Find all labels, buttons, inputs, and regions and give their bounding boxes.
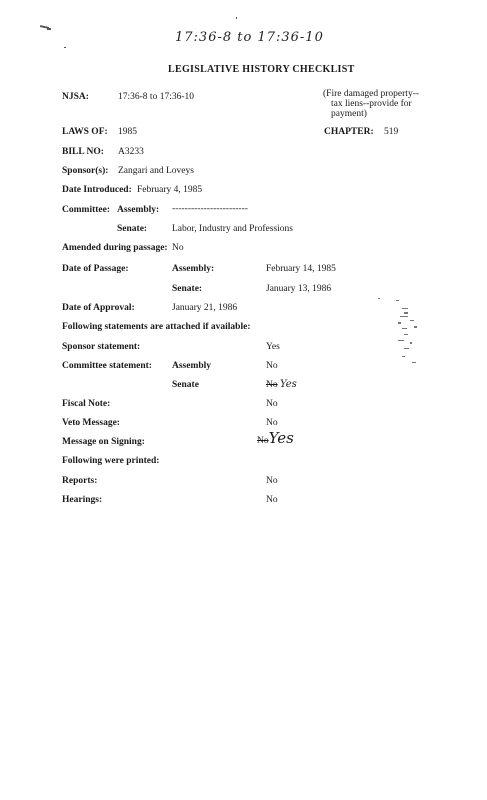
veto-message-value: No <box>266 418 278 428</box>
statements-heading: Following statements are attached if available: <box>62 322 251 332</box>
passage-assembly-label: Assembly: <box>172 264 215 274</box>
reports-value: No <box>266 476 278 486</box>
stray-dot <box>64 47 66 48</box>
date-of-passage-label: Date of Passage: <box>62 264 129 274</box>
fiscal-note-value: No <box>266 399 278 409</box>
committee-senate-value: Labor, Industry and Professions <box>172 224 293 234</box>
faint-stamp-mark <box>374 296 424 376</box>
committee-assembly-value: ------------------------ <box>172 204 248 214</box>
struck-value: No <box>257 436 269 446</box>
hearings-label: Hearings: <box>62 495 103 505</box>
handwritten-value: Yes <box>268 429 294 447</box>
njsa-value: 17:36-8 to 17:36-10 <box>118 92 194 102</box>
laws-of-label: LAWS OF: <box>62 127 108 137</box>
veto-message-label: Veto Message: <box>62 418 120 428</box>
note-line-3: payment) <box>331 109 367 119</box>
amended-label: Amended during passage: <box>62 243 168 253</box>
bill-no-value: A3233 <box>118 147 144 157</box>
committee-statement-assembly-label: Assembly <box>172 361 212 371</box>
passage-assembly-value: February 14, 1985 <box>266 264 336 274</box>
passage-senate-value: January 13, 1986 <box>266 284 332 294</box>
sponsor-statement-value: Yes <box>266 342 280 352</box>
date-introduced-value: February 4, 1985 <box>137 185 203 195</box>
message-on-signing-value <box>257 429 294 447</box>
handwritten-value: Yes <box>280 379 297 390</box>
hearings-value: No <box>266 495 278 505</box>
committee-statement-senate-label: Senate <box>172 380 199 390</box>
sponsors-value: Zangari and Loveys <box>118 166 194 176</box>
sponsor-statement-label: Sponsor statement: <box>62 342 141 352</box>
njsa-label: NJSA: <box>62 92 89 102</box>
stray-mark <box>47 28 51 30</box>
page-title: LEGISLATIVE HISTORY CHECKLIST <box>168 64 355 75</box>
bill-no-label: BILL NO: <box>62 147 104 157</box>
fiscal-note-label: Fiscal Note: <box>62 399 111 409</box>
chapter-value: 519 <box>384 127 399 137</box>
stray-dot <box>236 17 237 19</box>
committee-assembly-label: Assembly: <box>117 205 160 215</box>
date-of-approval-label: Date of Approval: <box>62 303 135 313</box>
printed-heading: Following were printed: <box>62 456 160 466</box>
committee-label: Committee: <box>62 205 111 215</box>
passage-senate-label: Senate: <box>172 284 203 294</box>
reports-label: Reports: <box>62 476 98 486</box>
note-line-1: (Fire damaged property-- <box>323 89 420 99</box>
committee-senate-label: Senate: <box>117 224 148 234</box>
message-on-signing-label: Message on Signing: <box>62 437 145 447</box>
date-introduced-label: Date Introduced: <box>62 185 132 195</box>
committee-statement-label: Committee statement: <box>62 361 152 371</box>
struck-value: No <box>266 380 278 390</box>
chapter-label: CHAPTER: <box>324 127 374 137</box>
committee-statement-senate-value <box>266 379 297 391</box>
handwritten-header: 17:36-8 to 17:36-10 <box>175 30 324 45</box>
laws-of-value: 1985 <box>118 127 137 137</box>
amended-value: No <box>172 243 184 253</box>
sponsors-label: Sponsor(s): <box>62 166 109 176</box>
committee-statement-assembly-value: No <box>266 361 278 371</box>
note-line-2: tax liens--provide for <box>331 99 412 109</box>
date-of-approval-value: January 21, 1986 <box>172 303 238 313</box>
